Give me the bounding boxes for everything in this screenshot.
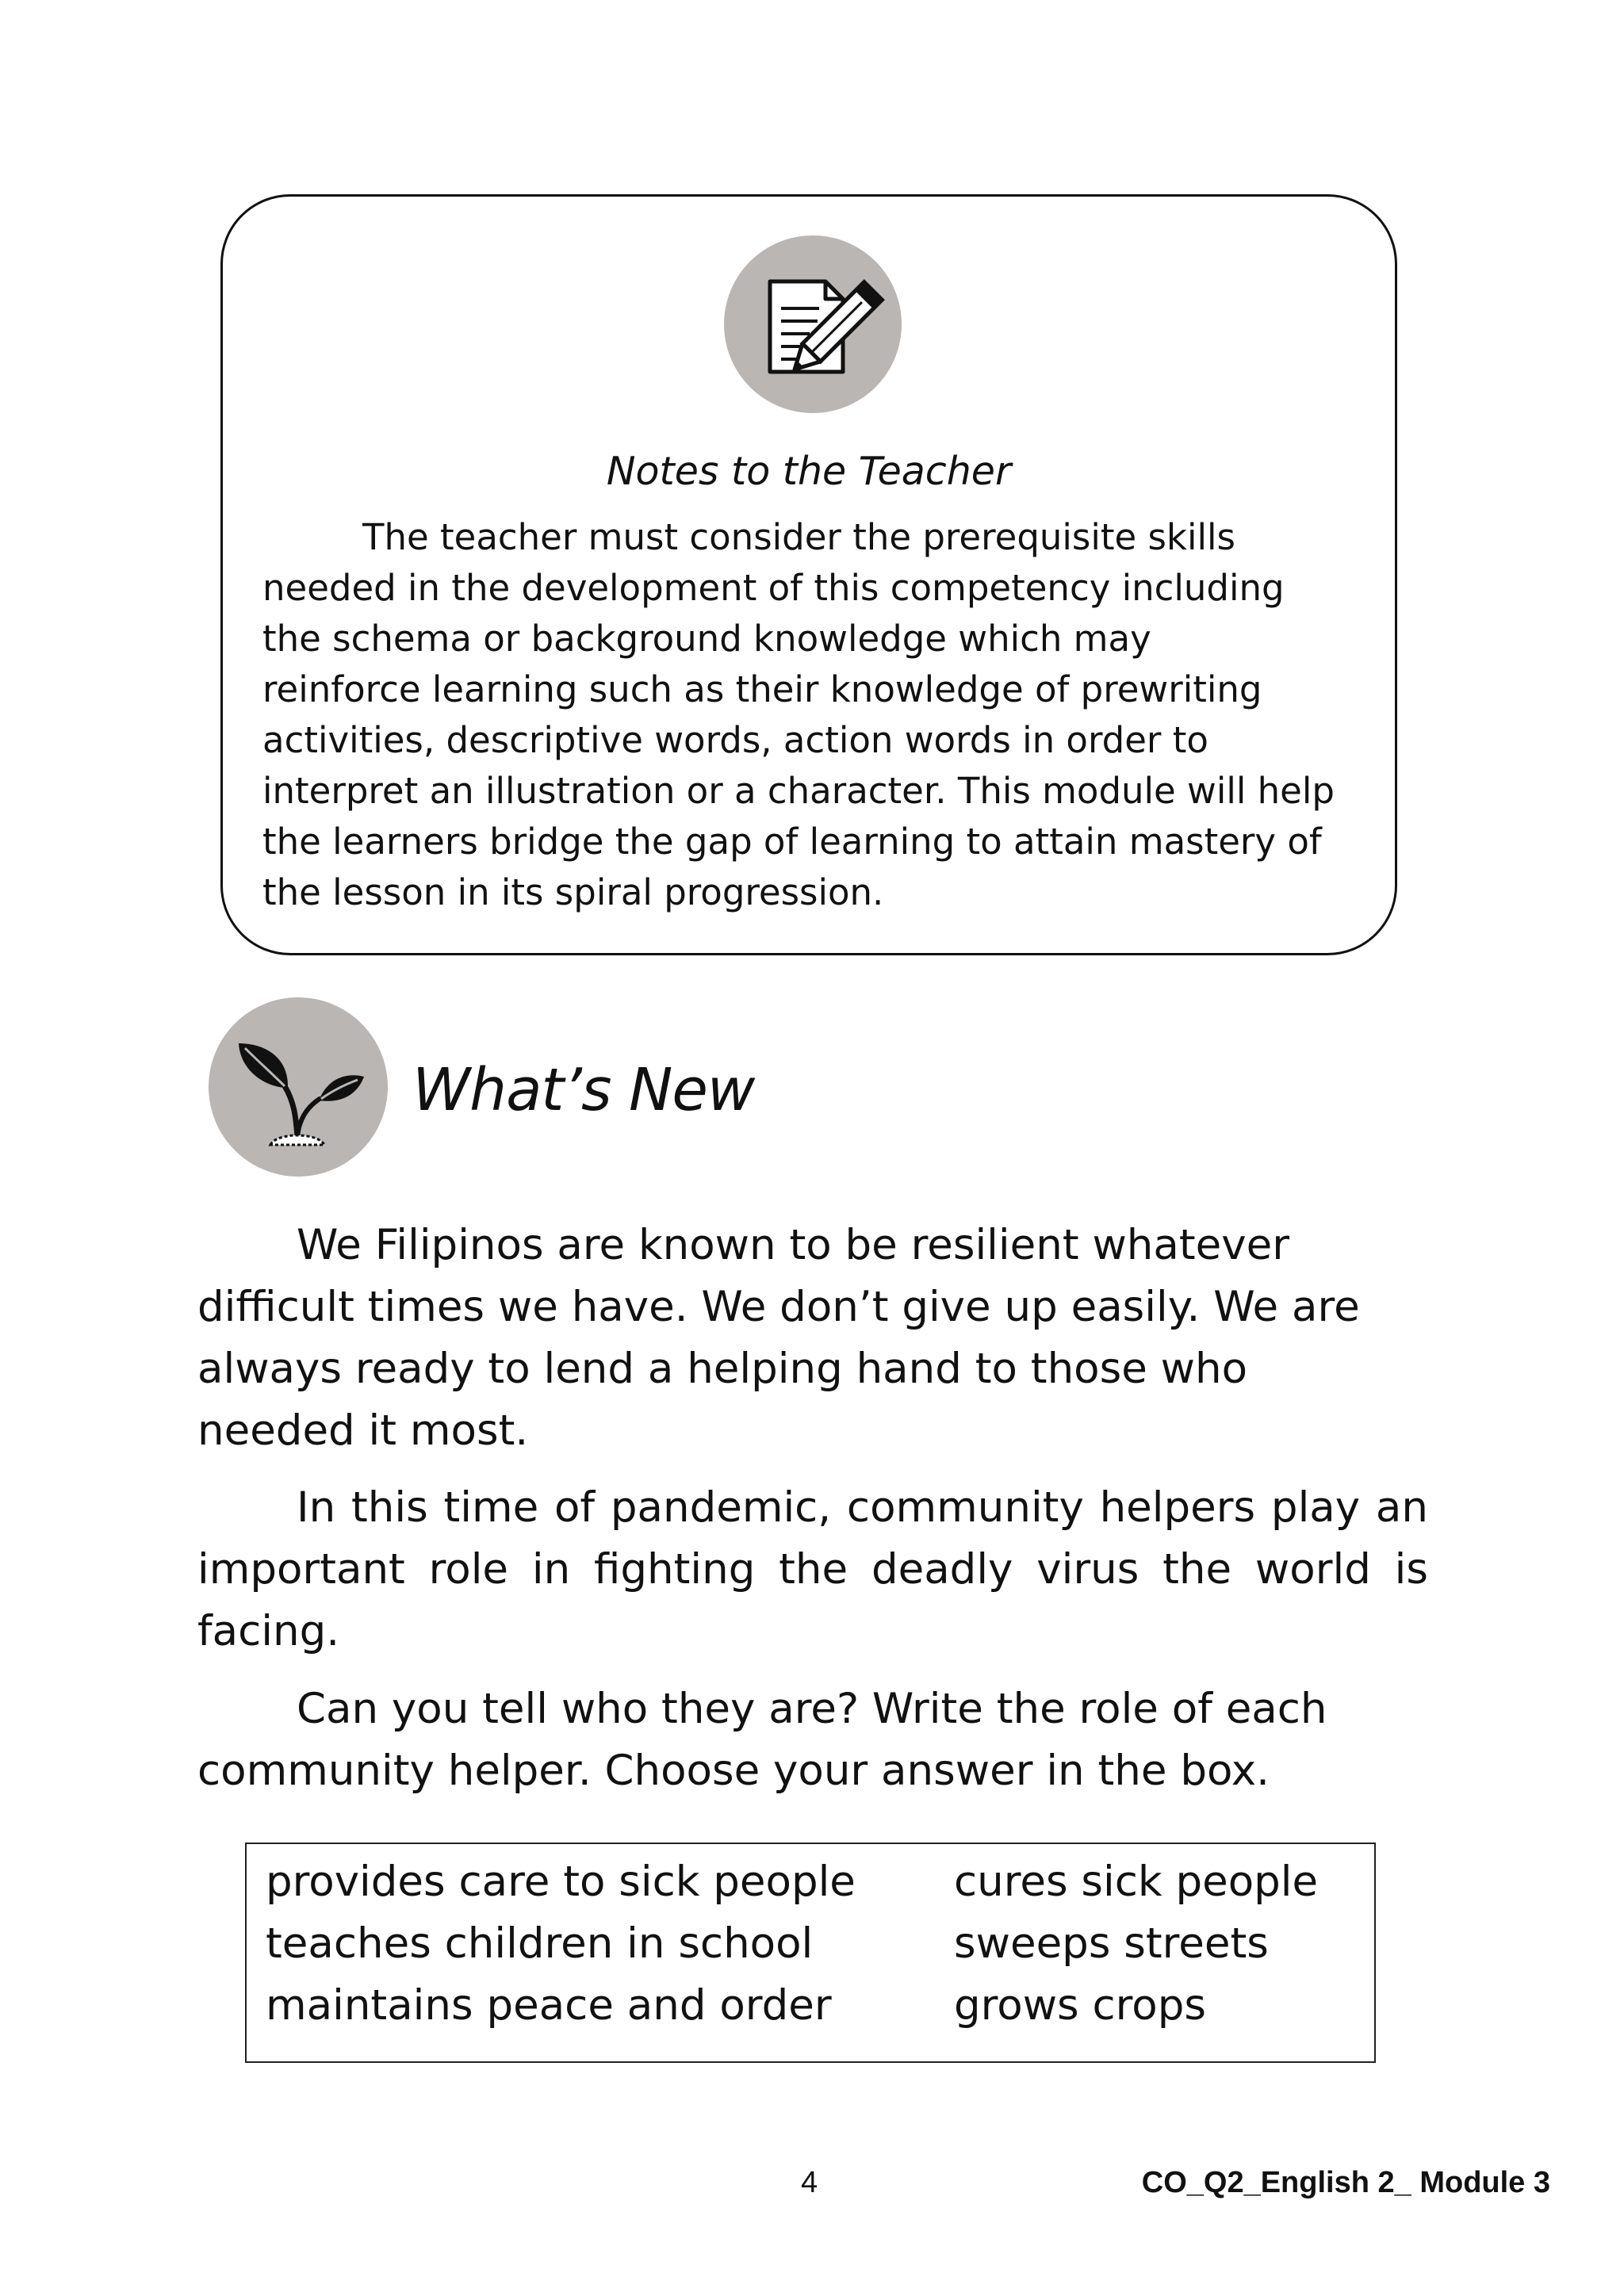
paragraph-line: Can you tell who they are? Write the role of each [297, 1685, 1327, 1733]
instruction-paragraph [197, 1678, 1428, 1802]
notes-line: the learners bridge the gap of learning to attain mastery of [262, 821, 1322, 863]
notes-line: activities, descriptive words, action words in order to [262, 719, 1208, 761]
choice-item: grows crops [954, 1981, 1206, 2030]
pandemic-paragraph [197, 1477, 1428, 1663]
notes-line: reinforce learning such as their knowledge of prewriting [262, 668, 1262, 710]
choices-right-column [954, 1851, 1318, 2037]
choice-item: teaches children in school [266, 1919, 814, 1968]
notes-body [262, 512, 1373, 918]
notes-line: the lesson in its spiral progression. [262, 871, 884, 913]
page-number: 4 [801, 2166, 818, 2199]
paragraph-line: difficult times we have. We don’t give up easily. We are [197, 1283, 1360, 1331]
notes-line: The teacher must consider the prerequisite skills [362, 516, 1235, 558]
choice-item: sweeps streets [954, 1919, 1269, 1968]
notes-line: interpret an illustration or a character. This module will help [262, 770, 1335, 812]
choice-item: cures sick people [954, 1858, 1319, 1906]
seedling-icon [209, 997, 388, 1177]
notes-line: needed in the development of this competency including [262, 567, 1285, 609]
module-code: CO_Q2_English 2_ Module 3 [1141, 2166, 1550, 2199]
choice-item: maintains peace and order [266, 1981, 832, 2030]
choice-item: provides care to sick people [266, 1858, 856, 1906]
notes-title: Notes to the Teacher [606, 449, 1012, 494]
paragraph-line: always ready to lend a helping hand to those who [197, 1345, 1248, 1393]
paragraph-line: community helper. Choose your answer in the box. [197, 1747, 1270, 1795]
intro-paragraph [197, 1215, 1428, 1462]
notes-line: the schema or background knowledge which may [262, 618, 1151, 660]
choices-left-column [266, 1851, 856, 2037]
document-pencil-icon [724, 235, 902, 413]
paragraph-line: We Filipinos are known to be resilient whatever [297, 1221, 1290, 1269]
paragraph-line: In this time of pandemic, community helpers play an [297, 1483, 1428, 1532]
paragraph-line: facing. [197, 1607, 340, 1655]
section-title: What’s New [412, 1056, 755, 1124]
paragraph-line: needed it most. [197, 1406, 529, 1455]
paragraph-line: important role in fighting the deadly virus the world is [197, 1545, 1428, 1594]
